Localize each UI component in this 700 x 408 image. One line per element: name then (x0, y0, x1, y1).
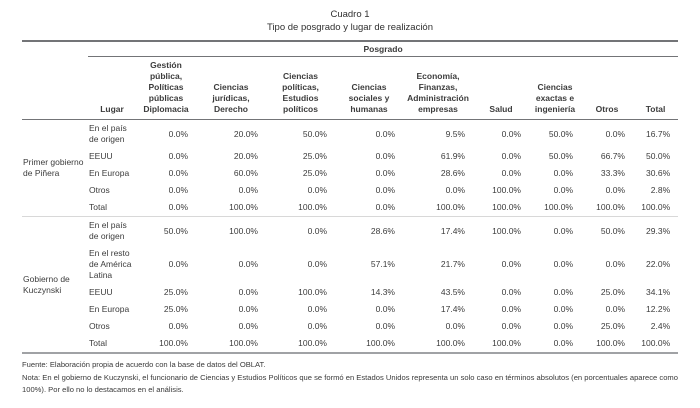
lugar-cell: En el resto de América Latina (89, 248, 132, 280)
table-row (22, 318, 678, 335)
value-cell: 100.0% (196, 217, 266, 246)
value-cell: 2.4% (650, 321, 671, 331)
value-cell: 100.0% (229, 338, 258, 348)
value-cell: 22.0% (646, 259, 671, 269)
value-cell: 50.0% (136, 217, 196, 246)
government-column-header (22, 57, 88, 120)
posgrado-table (22, 40, 678, 354)
value-cell: 0.0% (238, 259, 258, 269)
value-cell: 20.0% (233, 128, 258, 139)
value-cell: 0.0% (168, 151, 188, 161)
table-row (22, 148, 678, 165)
source-note: Fuente: Elaboración propia de acuerdo con la base de datos del OBLAT. (22, 360, 266, 369)
column-header-ciencias-politicas: Ciencias políticas, Estudios políticos (266, 57, 335, 120)
value-cell: 25.0% (600, 321, 625, 331)
column-header-row (22, 57, 678, 120)
value-cell: 100.0% (544, 202, 573, 212)
value-cell: 50.0% (646, 151, 671, 161)
value-cell: 100.0% (159, 338, 188, 348)
value-cell: 25.0% (163, 304, 188, 314)
table-title: Tipo de posgrado y lugar de realización (267, 22, 433, 33)
table-row (22, 284, 678, 301)
government-group-label: Primer gobierno de Piñera (23, 157, 84, 178)
value-cell: 25.0% (163, 287, 188, 297)
table-row (22, 120, 678, 149)
column-header-gestion-publica: Gestión pública, Políticas públicas Diplomacia (136, 57, 196, 120)
value-cell: 0.0% (553, 168, 573, 178)
value-cell: 66.7% (600, 151, 625, 161)
explanatory-note: Nota: En el gobierno de Kuczynski, el funcionario de Ciencias y Estudios Políticos que se formó en Estados Unidos representa un solo caso en términos absolutos (en porcentuales aparece como 100%). Por ello no lo destacamos en el análisis. (22, 372, 678, 394)
value-cell: 61.9% (440, 151, 465, 161)
value-cell: 0.0% (501, 128, 521, 139)
column-header-economia: Economía, Finanzas, Administración empresas (403, 57, 473, 120)
table-row (22, 335, 678, 353)
value-cell: 100.0% (436, 202, 465, 212)
lugar-cell: Otros (89, 321, 110, 331)
value-cell: 100.0% (492, 338, 521, 348)
value-cell: 0.0% (553, 259, 573, 269)
value-cell: 0.0% (238, 321, 258, 331)
value-cell: 17.4% (403, 217, 473, 246)
lugar-cell: EEUU (89, 287, 113, 297)
lugar-cell: Otros (89, 185, 110, 195)
table-row (22, 199, 678, 217)
value-cell: 0.0% (168, 185, 188, 195)
value-cell: 60.0% (233, 168, 258, 178)
value-cell: 0.0% (445, 321, 465, 331)
lugar-cell: EEUU (89, 151, 113, 161)
value-cell: 0.0% (501, 151, 521, 161)
value-cell: 0.0% (605, 259, 625, 269)
value-cell: 33.3% (600, 168, 625, 178)
value-cell: 20.0% (233, 151, 258, 161)
table-head (22, 41, 678, 120)
value-cell: 0.0% (501, 304, 521, 314)
value-cell: 2.8% (650, 185, 671, 195)
value-cell: 100.0% (596, 338, 625, 348)
lugar-cell: Total (89, 338, 107, 348)
value-cell: 100.0% (473, 217, 529, 246)
column-header-lugar: Lugar (88, 57, 136, 120)
value-cell: 0.0% (375, 185, 395, 195)
value-cell: 100.0% (596, 202, 625, 212)
value-cell: 0.0% (501, 287, 521, 297)
value-cell: 100.0% (436, 338, 465, 348)
value-cell: 0.0% (501, 321, 521, 331)
lugar-cell: Total (89, 202, 107, 212)
value-cell: 100.0% (298, 202, 327, 212)
value-cell: 0.0% (445, 185, 465, 195)
value-cell: 100.0% (492, 185, 521, 195)
value-cell: 28.6% (335, 217, 403, 246)
value-cell: 0.0% (501, 259, 521, 269)
footer-notes (22, 359, 678, 397)
value-cell: 25.0% (600, 287, 625, 297)
value-cell: 0.0% (501, 168, 521, 178)
value-cell: 100.0% (641, 202, 671, 212)
lugar-cell: En el país de origen (88, 217, 136, 246)
value-cell: 0.0% (375, 168, 395, 178)
table-row (22, 165, 678, 182)
value-cell: 100.0% (229, 202, 258, 212)
lugar-cell: En Europa (89, 168, 130, 178)
value-cell: 50.0% (548, 151, 573, 161)
value-cell: 0.0% (307, 185, 327, 195)
value-cell: 28.6% (440, 168, 465, 178)
table-body (22, 120, 678, 354)
value-cell: 100.0% (492, 202, 521, 212)
value-cell: 0.0% (375, 128, 395, 139)
value-cell: 16.7% (646, 128, 671, 139)
table-row (22, 182, 678, 199)
value-cell: 100.0% (298, 338, 327, 348)
table-number: Cuadro 1 (330, 9, 370, 20)
value-cell: 30.6% (646, 168, 671, 178)
value-cell: 0.0% (168, 128, 188, 139)
value-cell: 50.0% (581, 217, 633, 246)
value-cell: 25.0% (302, 168, 327, 178)
column-header-ciencias-juridicas: Ciencias jurídicas, Derecho (196, 57, 266, 120)
value-cell: 0.0% (605, 185, 625, 195)
value-cell: 34.1% (646, 287, 671, 297)
value-cell: 0.0% (605, 128, 625, 139)
value-cell: 0.0% (307, 259, 327, 269)
value-cell: 0.0% (375, 321, 395, 331)
value-cell: 0.0% (553, 304, 573, 314)
government-group-label: Gobierno de Kuczynski (22, 217, 88, 354)
column-header-salud: Salud (473, 57, 529, 120)
value-cell: 43.5% (440, 287, 465, 297)
title-block (22, 8, 678, 34)
value-cell: 29.3% (633, 217, 678, 246)
value-cell: 0.0% (553, 338, 573, 348)
value-cell: 0.0% (307, 321, 327, 331)
value-cell: 100.0% (298, 287, 327, 297)
value-cell: 0.0% (307, 304, 327, 314)
value-cell: 0.0% (553, 287, 573, 297)
value-cell: 0.0% (375, 151, 395, 161)
value-cell: 0.0% (375, 304, 395, 314)
value-cell: 14.3% (370, 287, 395, 297)
column-header-ciencias-exactas: Ciencias exactas e ingeniería (529, 57, 581, 120)
value-cell: 100.0% (366, 338, 395, 348)
column-header-total: Total (633, 57, 678, 120)
value-cell: 0.0% (168, 168, 188, 178)
lugar-cell: En Europa (89, 304, 130, 314)
posgrado-span-row (22, 41, 678, 57)
value-cell: 0.0% (168, 259, 188, 269)
column-header-ciencias-sociales: Ciencias sociales y humanas (335, 57, 403, 120)
posgrado-span-header: Posgrado (88, 41, 678, 57)
value-cell: 0.0% (266, 217, 335, 246)
value-cell: 0.0% (238, 287, 258, 297)
value-cell: 0.0% (168, 202, 188, 212)
value-cell: 0.0% (553, 321, 573, 331)
corner-cell (22, 41, 88, 57)
table-row (22, 301, 678, 318)
value-cell: 0.0% (553, 185, 573, 195)
value-cell: 12.2% (646, 304, 671, 314)
value-cell: 100.0% (641, 338, 671, 348)
value-cell: 57.1% (370, 259, 395, 269)
value-cell: 17.4% (440, 304, 465, 314)
value-cell: 0.0% (375, 202, 395, 212)
value-cell: 9.5% (445, 128, 465, 139)
value-cell: 0.0% (238, 185, 258, 195)
column-header-otros: Otros (581, 57, 633, 120)
value-cell: 0.0% (238, 304, 258, 314)
value-cell: 25.0% (302, 151, 327, 161)
value-cell: 0.0% (168, 321, 188, 331)
table-row (22, 245, 678, 284)
value-cell: 21.7% (440, 259, 465, 269)
value-cell: 0.0% (605, 304, 625, 314)
value-cell: 0.0% (529, 217, 581, 246)
value-cell: 50.0% (302, 128, 327, 139)
lugar-cell: En el país de origen (89, 123, 127, 144)
value-cell: 50.0% (548, 128, 573, 139)
table-row (22, 217, 678, 246)
